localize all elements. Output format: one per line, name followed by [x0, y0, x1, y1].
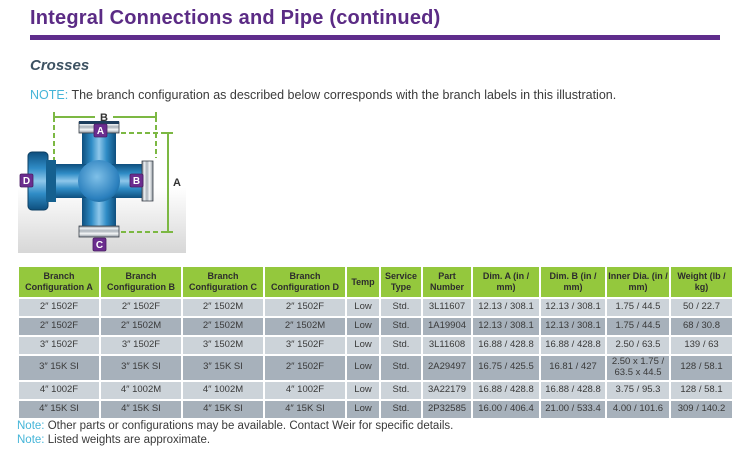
cross-fitting-illustration — [18, 108, 186, 253]
branch-label-a: A — [96, 126, 105, 137]
table-cell: 68 / 30.8 — [671, 318, 732, 335]
table-cell: 16.88 / 428.8 — [541, 337, 605, 354]
table-row — [19, 356, 732, 380]
table-cell: 16.00 / 406.4 — [473, 401, 539, 418]
footnotes — [17, 420, 737, 447]
table-cell: 21.00 / 533.4 — [541, 401, 605, 418]
branch-label-c: C — [95, 240, 104, 251]
column-header: Branch Configuration C — [183, 267, 263, 297]
table-cell: 4.00 / 101.6 — [607, 401, 669, 418]
table-cell: Low — [347, 382, 379, 399]
table-cell: 2.50 / 63.5 — [607, 337, 669, 354]
table-cell: 3L11607 — [423, 299, 471, 316]
dimension-label-a: A — [173, 177, 181, 189]
column-header: Temp — [347, 267, 379, 297]
note-label: NOTE: — [30, 88, 69, 102]
footnote — [17, 434, 737, 448]
table-cell: 12.13 / 308.1 — [473, 318, 539, 335]
table-cell: Std. — [381, 318, 421, 335]
column-header: Branch Configuration A — [19, 267, 99, 297]
table-cell: 12.13 / 308.1 — [541, 318, 605, 335]
table-cell: 3″ 1502F — [101, 337, 181, 354]
column-header: Branch Configuration B — [101, 267, 181, 297]
title-rule — [30, 35, 720, 40]
table-cell: 3A22179 — [423, 382, 471, 399]
table-row — [19, 337, 732, 354]
table-cell: 16.88 / 428.8 — [473, 337, 539, 354]
footnote-label: Note: — [17, 420, 45, 432]
table-cell: Low — [347, 299, 379, 316]
table-cell: 2″ 1502M — [183, 318, 263, 335]
table-cell: 3″ 15K SI — [101, 356, 181, 380]
table-cell: 50 / 22.7 — [671, 299, 732, 316]
table-cell: 1.75 / 44.5 — [607, 318, 669, 335]
table-cell: Std. — [381, 356, 421, 380]
branch-label-d: D — [22, 176, 31, 187]
table-cell: 3L11608 — [423, 337, 471, 354]
table-cell: 2″ 1502F — [265, 356, 345, 380]
table-cell: 3″ 15K SI — [183, 356, 263, 380]
column-header: Dim. B (in / mm) — [541, 267, 605, 297]
column-header: Branch Configuration D — [265, 267, 345, 297]
table-cell: 4″ 1002M — [183, 382, 263, 399]
table-cell: 2.50 x 1.75 / 63.5 x 44.5 — [607, 356, 669, 380]
table-row — [19, 382, 732, 399]
note-line — [30, 88, 730, 102]
table-cell: Low — [347, 337, 379, 354]
column-header: Weight (lb / kg) — [671, 267, 732, 297]
table-cell: 2″ 1502F — [19, 318, 99, 335]
table-cell: Std. — [381, 299, 421, 316]
table-cell: 128 / 58.1 — [671, 382, 732, 399]
dimension-label-b: B — [100, 112, 108, 124]
footnote-label: Note: — [17, 433, 45, 446]
table-cell: Std. — [381, 382, 421, 399]
table-cell: 12.13 / 308.1 — [473, 299, 539, 316]
section-title: Crosses — [30, 57, 90, 74]
table-cell: 4″ 15K SI — [265, 401, 345, 418]
table-cell: 2″ 1502F — [101, 299, 181, 316]
table-row — [19, 299, 732, 316]
footnote — [17, 420, 737, 434]
table-cell: 3″ 1502F — [265, 337, 345, 354]
table-cell: 2″ 1502F — [19, 299, 99, 316]
table-cell: Low — [347, 318, 379, 335]
footnote-text: Other parts or configurations may be available. Contact Weir for specific details. — [47, 420, 454, 432]
table-cell: 16.88 / 428.8 — [473, 382, 539, 399]
table-cell: 2″ 1502F — [265, 299, 345, 316]
table-cell: 4″ 15K SI — [183, 401, 263, 418]
table-cell: 4″ 15K SI — [19, 401, 99, 418]
table-row — [19, 318, 732, 335]
page-title: Integral Connections and Pipe (continued) — [30, 7, 441, 29]
footnote-text: Listed weights are approximate. — [47, 433, 211, 446]
table-cell: Low — [347, 356, 379, 380]
specifications-table-wrap — [17, 265, 734, 420]
branch-label-b: B — [132, 176, 141, 187]
table-row — [19, 401, 732, 418]
table-cell: 139 / 63 — [671, 337, 732, 354]
table-cell: Std. — [381, 337, 421, 354]
table-cell: 2″ 1502M — [183, 299, 263, 316]
table-cell: 4″ 1002M — [101, 382, 181, 399]
table-cell: 1A19904 — [423, 318, 471, 335]
table-body — [19, 299, 732, 418]
right-thread — [142, 161, 153, 201]
note-text: The branch configuration as described below corresponds with the branch labels in this illustration. — [71, 88, 617, 102]
table-cell: 2A29497 — [423, 356, 471, 380]
table-cell: 16.75 / 425.5 — [473, 356, 539, 380]
column-header: Service Type — [381, 267, 421, 297]
specifications-table — [17, 265, 734, 420]
table-header-row — [19, 267, 732, 297]
table-cell: 2P32585 — [423, 401, 471, 418]
table-cell: 2″ 1502M — [265, 318, 345, 335]
table-cell: 16.81 / 427 — [541, 356, 605, 380]
table-cell: 2″ 1502M — [101, 318, 181, 335]
bottom-thread — [79, 226, 119, 237]
table-cell: 12.13 / 308.1 — [541, 299, 605, 316]
table-cell: 4″ 1002F — [19, 382, 99, 399]
table-cell: 3″ 1502M — [183, 337, 263, 354]
column-header: Inner Dia. (in / mm) — [607, 267, 669, 297]
table-cell: 4″ 15K SI — [101, 401, 181, 418]
cross-fitting-figure — [18, 108, 186, 253]
center-boss — [78, 160, 120, 202]
table-cell: Low — [347, 401, 379, 418]
table-cell: 128 / 58.1 — [671, 356, 732, 380]
table-cell: 3.75 / 95.3 — [607, 382, 669, 399]
table-cell: Std. — [381, 401, 421, 418]
column-header: Part Number — [423, 267, 471, 297]
table-cell: 3″ 1502F — [19, 337, 99, 354]
table-cell: 3″ 15K SI — [19, 356, 99, 380]
table-cell: 16.88 / 428.8 — [541, 382, 605, 399]
column-header: Dim. A (in / mm) — [473, 267, 539, 297]
table-cell: 1.75 / 44.5 — [607, 299, 669, 316]
table-cell: 309 / 140.2 — [671, 401, 732, 418]
table-cell: 4″ 1002F — [265, 382, 345, 399]
